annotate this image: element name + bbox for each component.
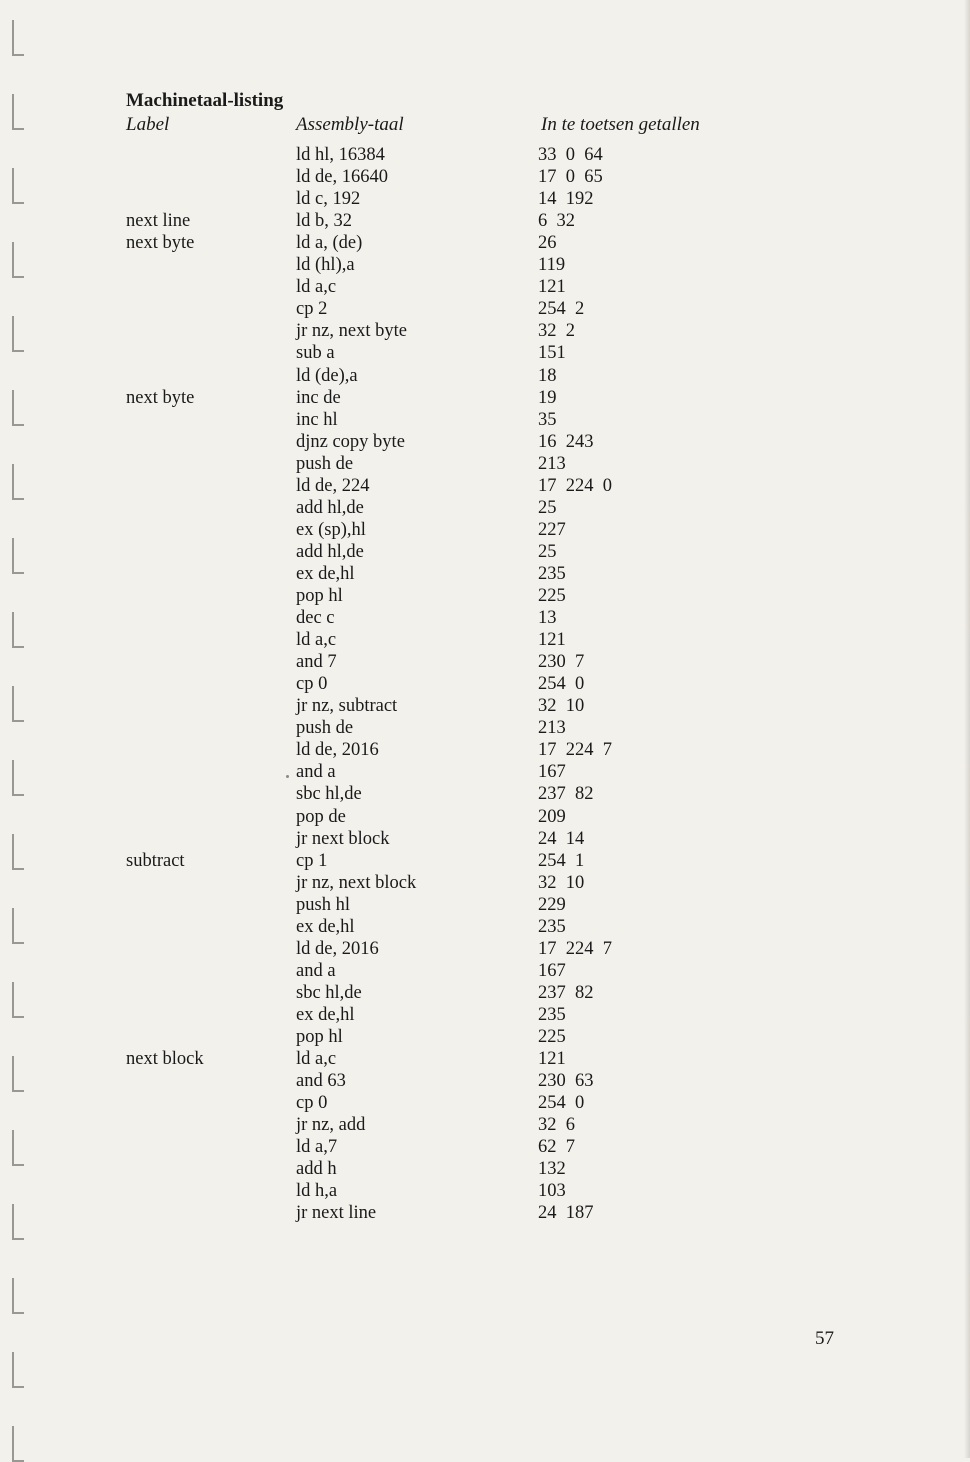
listing-row — [0, 607, 970, 629]
row-label: next byte — [126, 233, 195, 254]
row-assembly: ld hl, 16384 — [296, 145, 385, 165]
binding-ring — [12, 1278, 24, 1314]
page-number: 57 — [815, 1328, 834, 1349]
listing-row — [0, 761, 970, 783]
row-numbers: 24 187 — [538, 1203, 594, 1224]
row-assembly: ld h,a — [296, 1181, 338, 1202]
listing-row — [0, 475, 970, 497]
row-assembly: push de — [296, 453, 354, 474]
listing-row — [0, 1136, 970, 1158]
row-assembly: ex de,hl — [296, 916, 355, 937]
listing-row — [0, 717, 970, 739]
row-numbers: 237 82 — [538, 784, 594, 805]
row-assembly: ex de,hl — [296, 1004, 355, 1025]
row-numbers: 18 — [538, 365, 557, 386]
row-numbers: 17 224 0 — [538, 475, 612, 496]
listing-row — [0, 276, 970, 298]
row-numbers: 32 6 — [538, 1115, 575, 1136]
row-assembly: ex (sp),hl — [296, 519, 366, 540]
row-numbers: 254 1 — [538, 850, 585, 871]
row-numbers: 25 — [538, 541, 557, 562]
row-numbers: 254 0 — [538, 674, 585, 695]
row-numbers: 167 — [538, 960, 566, 981]
row-numbers: 103 — [538, 1181, 566, 1202]
row-numbers: 121 — [538, 1049, 566, 1070]
listing-row — [0, 1048, 970, 1070]
row-assembly: and a — [296, 960, 336, 981]
row-assembly: ld b, 32 — [296, 211, 353, 232]
column-header-assembly: Assembly-taal — [296, 114, 404, 135]
row-numbers: 235 — [538, 1004, 566, 1025]
row-assembly: ld a,c — [296, 630, 337, 651]
row-numbers: 24 14 — [538, 828, 585, 849]
row-assembly: pop hl — [296, 586, 343, 606]
row-numbers: 25 — [538, 497, 557, 518]
row-numbers: 229 — [538, 894, 566, 915]
row-numbers: 254 0 — [538, 1093, 585, 1114]
row-numbers: 26 — [538, 233, 557, 254]
listing-row — [0, 519, 970, 541]
row-assembly: ld c, 192 — [296, 189, 361, 210]
listing-row — [0, 210, 970, 232]
listing-row — [0, 1158, 970, 1180]
row-assembly: inc hl — [296, 409, 338, 430]
row-assembly: ld de, 224 — [296, 475, 370, 496]
listing-row — [0, 188, 970, 210]
row-assembly: add hl,de — [296, 541, 364, 562]
row-numbers: 230 63 — [538, 1071, 594, 1092]
row-numbers: 35 — [538, 409, 557, 430]
listing-row — [0, 1114, 970, 1136]
row-assembly: and 63 — [296, 1071, 346, 1092]
row-numbers: 13 — [538, 608, 557, 629]
row-numbers: 132 — [538, 1159, 566, 1180]
listing-row — [0, 872, 970, 894]
row-assembly: ld de, 2016 — [296, 740, 379, 761]
row-assembly: ld a, (de) — [296, 233, 363, 254]
row-numbers: 32 2 — [538, 321, 575, 342]
row-assembly: ld (de),a — [296, 365, 358, 386]
row-assembly: ld (hl),a — [296, 255, 355, 276]
row-assembly: jr nz, next byte — [296, 321, 407, 342]
listing-row — [0, 232, 970, 254]
listing-row — [0, 960, 970, 982]
row-numbers: 121 — [538, 277, 566, 298]
row-numbers: 14 192 — [538, 189, 594, 210]
row-assembly: sbc hl,de — [296, 982, 362, 1003]
listing-row — [0, 629, 970, 651]
row-numbers: 17 224 7 — [538, 938, 612, 959]
row-assembly: cp 1 — [296, 850, 328, 871]
row-numbers: 254 2 — [538, 299, 585, 320]
row-label: next line — [126, 211, 191, 232]
column-header-label: Label — [126, 114, 170, 135]
row-label: next byte — [126, 387, 195, 408]
listing-row — [0, 982, 970, 1004]
listing-row — [0, 563, 970, 585]
row-numbers: 230 7 — [538, 652, 585, 673]
row-assembly: pop hl — [296, 1027, 343, 1047]
listing-row — [0, 1202, 970, 1224]
listing-row — [0, 783, 970, 805]
row-assembly: cp 0 — [296, 674, 328, 695]
row-numbers: 33 0 64 — [538, 145, 603, 165]
row-assembly: jr nz, add — [296, 1115, 366, 1136]
listing-row — [0, 894, 970, 916]
row-assembly: inc de — [296, 387, 341, 408]
listing-row — [0, 166, 970, 188]
row-assembly: push hl — [296, 894, 350, 915]
row-assembly: ld de, 2016 — [296, 938, 379, 959]
listing-row — [0, 1180, 970, 1202]
listing-row — [0, 938, 970, 960]
listing-row — [0, 585, 970, 607]
row-assembly: cp 0 — [296, 1093, 328, 1114]
row-numbers: 121 — [538, 630, 566, 651]
row-label: subtract — [126, 850, 185, 871]
row-assembly: ld a,c — [296, 277, 337, 298]
column-header-numbers: In te toetsen getallen — [541, 114, 700, 135]
row-assembly: jr next block — [296, 828, 390, 849]
listing-row — [0, 365, 970, 387]
row-assembly: djnz copy byte — [296, 431, 405, 452]
row-assembly: push de — [296, 718, 354, 739]
row-assembly: ld a,c — [296, 1049, 337, 1070]
row-numbers: 167 — [538, 762, 566, 783]
row-numbers: 151 — [538, 343, 566, 364]
row-assembly: jr nz, subtract — [296, 696, 398, 717]
listing-row — [0, 409, 970, 431]
row-assembly: jr next line — [296, 1203, 377, 1224]
listing-row — [0, 541, 970, 563]
row-assembly: and a — [296, 762, 336, 783]
row-numbers: 119 — [538, 255, 566, 276]
row-numbers: 19 — [538, 387, 557, 408]
binding-ring — [12, 1352, 24, 1388]
row-assembly: and 7 — [296, 652, 337, 673]
row-numbers: 16 243 — [538, 431, 594, 452]
listing-row — [0, 739, 970, 761]
row-assembly: pop de — [296, 806, 346, 827]
row-numbers: 17 224 7 — [538, 740, 612, 761]
row-numbers: 227 — [538, 519, 566, 540]
listing-row — [0, 828, 970, 850]
row-assembly: sub a — [296, 343, 335, 364]
listing-row — [0, 850, 970, 872]
listing-row — [0, 1070, 970, 1092]
listing-row — [0, 298, 970, 320]
row-numbers: 225 — [538, 1027, 566, 1047]
listing-row — [0, 1092, 970, 1114]
listing-row — [0, 453, 970, 475]
row-label: next block — [126, 1049, 204, 1070]
listing-row — [0, 342, 970, 364]
row-numbers: 213 — [538, 453, 566, 474]
binding-ring — [12, 94, 24, 130]
row-assembly: cp 2 — [296, 299, 328, 320]
row-assembly: add h — [296, 1159, 337, 1180]
listing-row — [0, 695, 970, 717]
row-numbers: 32 10 — [538, 696, 585, 717]
row-numbers: 62 7 — [538, 1137, 575, 1158]
listing-row — [0, 144, 970, 166]
row-assembly: ex de,hl — [296, 563, 355, 584]
listing-row — [0, 497, 970, 519]
row-assembly: dec c — [296, 608, 335, 629]
row-assembly: jr nz, next block — [296, 872, 417, 893]
listing-row — [0, 651, 970, 673]
listing-row — [0, 387, 970, 409]
listing-row — [0, 254, 970, 276]
listing-row — [0, 1026, 970, 1048]
row-numbers: 17 0 65 — [538, 167, 603, 188]
listing-row — [0, 916, 970, 938]
row-numbers: 209 — [538, 806, 566, 827]
listing-row — [0, 431, 970, 453]
row-assembly: ld a,7 — [296, 1137, 338, 1158]
row-assembly: add hl,de — [296, 497, 364, 518]
row-numbers: 237 82 — [538, 982, 594, 1003]
binding-ring — [12, 20, 24, 56]
row-numbers: 235 — [538, 563, 566, 584]
row-assembly: sbc hl,de — [296, 784, 362, 805]
listing-row — [0, 806, 970, 828]
binding-ring — [12, 1426, 24, 1462]
listing-row — [0, 673, 970, 695]
listing-row — [0, 320, 970, 342]
row-numbers: 32 10 — [538, 872, 585, 893]
row-assembly: ld de, 16640 — [296, 167, 388, 188]
row-numbers: 225 — [538, 586, 566, 606]
row-numbers: 6 32 — [538, 211, 575, 232]
listing-row — [0, 1004, 970, 1026]
listing-title: Machinetaal-listing — [126, 90, 284, 111]
row-numbers: 213 — [538, 718, 566, 739]
row-numbers: 235 — [538, 916, 566, 937]
